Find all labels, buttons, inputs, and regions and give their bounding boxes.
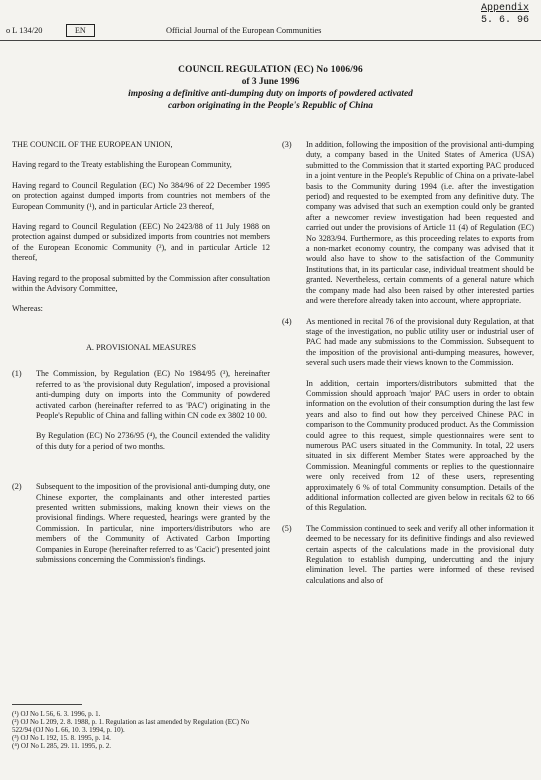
regulation-title bbox=[20, 64, 521, 112]
council-heading: THE COUNCIL OF THE EUROPEAN UNION, bbox=[12, 140, 173, 149]
recital-proposal: Having regard to the proposal submitted by the Commission after consultation within the Advisory Committee, bbox=[12, 273, 270, 294]
footnote-4: (⁴) OJ No L 285, 29. 11. 1995, p. 2. bbox=[12, 742, 111, 750]
recital-3-text: In addition, following the imposition of the provisional anti-dumping duty, a company based in the United States of America (USA) submitted to the Commission that it started exporting PAC produced in a joint venture in the People's Republic of China on a private-label basis to the Community during 1994 (i.e. after the investigation period) and requested to be exempted from any definitive duty. The company was advised that such an exemption could only be granted after a newcomer review investigation had been requested and carried out under the provisions of Article 11 (4) of Regulation (EC) No 3283/94. Furthermore, as this proceeding relates to exports from a non-market economy country, the company was advised that it would also have to show to the satisfaction of the Community Institutions that, in its particular case, individual treatment should be granted. Nevertheless, certain comments of a general nature which the company made had also been raised by other interested parties and were therefore already taken into account, where appropriate. bbox=[306, 140, 534, 306]
appendix-number: 5. 6. 96 bbox=[480, 15, 529, 26]
recital-4-number: (4) bbox=[282, 316, 292, 326]
language-badge: EN bbox=[66, 24, 95, 37]
section-heading: A. PROVISIONAL MEASURES bbox=[85, 342, 196, 352]
recital-reg-384: Having regard to Council Regulation (EC) No 384/96 of 22 December 1995 on protection against dumped imports from countries not members of the European Community (¹), and in particular Article 23 thereof, bbox=[12, 180, 270, 211]
footnote-separator bbox=[12, 704, 82, 705]
title-line-4: carbon originating in the People's Republic of China bbox=[168, 101, 373, 111]
recital-5-text: The Commission continued to seek and verify all other information it deemed to be necessary for its definitive findings and also reviewed certain aspects of the calculations made in the provisional duty Regulation to establish dumping, undercutting and the injury elimination level. The parties were informed of these revised calculations and also of bbox=[306, 523, 534, 585]
recital-reg-2423: Having regard to Council Regulation (EEC) No 2423/88 of 11 July 1988 on protection against dumped or subsidized imports from countries not members of the European Economic Community (²), and in particular Article 12 thereof, bbox=[12, 222, 270, 263]
recital-2 bbox=[12, 482, 270, 565]
title-line-3: imposing a definitive anti-dumping duty on imports of powdered activated bbox=[128, 89, 413, 99]
recital-4-continued: In addition, certain importers/distributors submitted that the Commission should approach 'major' PAC users in order to obtain information on the evolution of their consumption during the last few years and also to find out how they perceived Chinese PAC in comparison to the Community produced product. As the Commission could agree to this request, simple questionnaires were sent to numerous PAC users situated in the Community. In total, 22 users situated in six different Member States were approached by the Commission. Meaningful comments or replies to the questionnaire were only received from 12 of these users, representing approximately 6 % of total Community consumption. Details of the additional information collected are given below in recitals 62 to 66 of this Regulation. bbox=[306, 378, 534, 513]
footnotes bbox=[12, 710, 270, 750]
recital-1 bbox=[12, 369, 270, 421]
recital-1-number: (1) bbox=[12, 369, 22, 379]
recital-treaty: Having regard to the Treaty establishing the European Community, bbox=[12, 160, 232, 170]
header-ref: o L 134/20 bbox=[6, 26, 43, 35]
header-journal: Official Journal of the European Communities bbox=[166, 26, 322, 35]
recital-4 bbox=[282, 317, 534, 369]
recital-4-text: As mentioned in recital 76 of the provisional duty Regulation, at that stage of the investigation, no public utility user or industrial user of PAC had made any submissions to the Commission. Subsequent to the imposition of the provisional anti-dumping measures, however, several such users made their views known to the Commission. bbox=[306, 316, 534, 368]
footnote-3: (³) OJ No L 192, 15. 8. 1995, p. 14. bbox=[12, 734, 111, 742]
recital-2-text: Subsequent to the imposition of the provisional anti-dumping duty, one Chinese exporter, the complainants and other interested parties presented written submissions, making known their views on the provisional findings. Where requested, hearings were granted by the Commission. In particular, nine importers/distributors who are members of the Community of Activated Carbon Importing Companies in Europe (hereinafter referred to as 'Cacic') presented joint submissions concerning the Commission's findings. bbox=[36, 482, 270, 564]
right-column bbox=[282, 140, 534, 586]
title-line-1: COUNCIL REGULATION (EC) No 1006/96 bbox=[178, 65, 363, 75]
footnote-2: (²) OJ No L 209, 2. 8. 1988, p. 1. Regulation as last amended by Regulation (EC) No 522/94 (OJ No L 66, 10. 3. 1994, p. 10). bbox=[12, 718, 250, 734]
recital-5 bbox=[282, 524, 534, 586]
header-rule bbox=[0, 40, 541, 41]
journal-header bbox=[6, 24, 535, 38]
recital-1-text: The Commission, by Regulation (EC) No 1984/95 (³), hereinafter referred to as 'the provisional duty Regulation', imposed a provisional anti-dumping duty on imports into the Community of powdered activated carbon (hereinafter referred to as 'PAC') originating in the People's Republic of China and falling within CN code ex 3802 10 00. bbox=[36, 369, 270, 420]
appendix-title: Appendix bbox=[480, 3, 529, 14]
whereas: Whereas: bbox=[12, 304, 43, 314]
recital-5-number: (5) bbox=[282, 523, 292, 533]
title-line-2: of 3 June 1996 bbox=[241, 77, 300, 87]
recital-2-number: (2) bbox=[12, 482, 22, 492]
recital-1-extension: By Regulation (EC) No 2736/95 (⁴), the Council extended the validity of this duty for a period of two months. bbox=[36, 431, 270, 451]
footnote-1: (¹) OJ No L 56, 6. 3. 1996, p. 1. bbox=[12, 710, 101, 718]
recital-3 bbox=[282, 140, 534, 307]
left-column bbox=[12, 140, 270, 565]
recital-3-number: (3) bbox=[282, 140, 292, 149]
